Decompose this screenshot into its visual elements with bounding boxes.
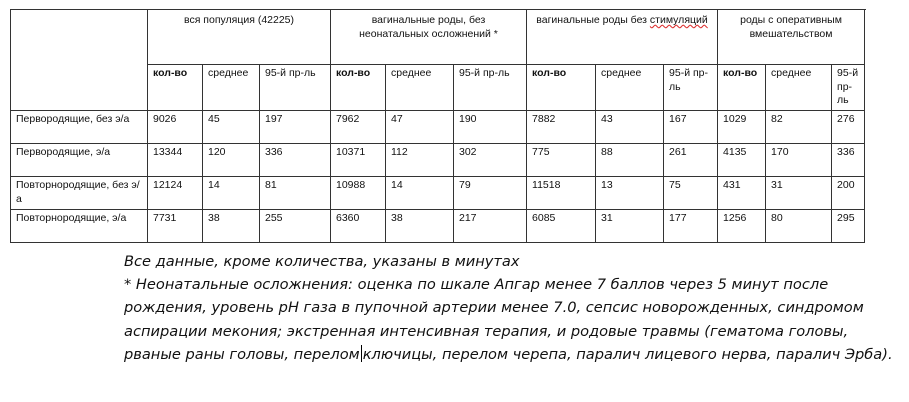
spellcheck-marked-word: стимуляций: [649, 14, 708, 26]
count-cell: 7962: [331, 110, 386, 143]
count-cell: 12124: [148, 176, 203, 209]
mean-cell: 47: [386, 110, 454, 143]
percentile-cell: 197: [260, 110, 331, 143]
column-header: 95-й пр-ль: [260, 65, 331, 111]
table-row: [11, 110, 865, 143]
mean-cell: 43: [596, 110, 664, 143]
results-table: [10, 9, 865, 243]
group-header-row: [11, 10, 865, 65]
count-cell: 6360: [331, 209, 386, 242]
percentile-cell: 190: [454, 110, 527, 143]
mean-cell: 38: [386, 209, 454, 242]
mean-cell: 14: [386, 176, 454, 209]
mean-cell: 170: [766, 143, 832, 176]
mean-cell: 31: [596, 209, 664, 242]
mean-cell: 14: [203, 176, 260, 209]
count-cell: 6085: [527, 209, 596, 242]
column-header: 95-й пр-ль: [454, 65, 527, 111]
group-header: [718, 10, 865, 65]
group-header-text: вагинальные роды, без неонатальных осложнений *: [359, 14, 498, 40]
percentile-cell: 336: [260, 143, 331, 176]
count-cell: 431: [718, 176, 766, 209]
mean-cell: 82: [766, 110, 832, 143]
row-label: Повторнородящие, э/а: [11, 209, 148, 242]
count-cell: 10988: [331, 176, 386, 209]
percentile-cell: 295: [832, 209, 865, 242]
text-cursor: [361, 345, 362, 362]
group-header-text: вагинальные роды без: [536, 14, 650, 26]
mean-cell: 120: [203, 143, 260, 176]
mean-cell: 13: [596, 176, 664, 209]
count-cell: 13344: [148, 143, 203, 176]
row-label: Первородящие, без э/а: [11, 110, 148, 143]
footnote-text-start: * Неонатальные осложнения: оценка по шкале Апгар менее 7 баллов через 5 минут после рождения, уровень pH газа в пупочной артерии менее 7.0, сепсис новорожденных, синдромом аспирации мекония; экстренная интенсивная терапия, и родовые травмы (гематома головы, рваные раны головы, перелом: [124, 276, 864, 363]
column-header: среднее: [203, 65, 260, 111]
count-cell: 7731: [148, 209, 203, 242]
percentile-cell: 336: [832, 143, 865, 176]
count-cell: 775: [527, 143, 596, 176]
mean-cell: 80: [766, 209, 832, 242]
row-label: Повторнородящие, без э/а: [11, 176, 148, 209]
column-header: среднее: [766, 65, 832, 111]
count-cell: 11518: [527, 176, 596, 209]
group-header-text: роды с оперативным вмешательством: [740, 14, 842, 40]
percentile-cell: 200: [832, 176, 865, 209]
row-label: Первородящие, э/а: [11, 143, 148, 176]
footnote: [124, 273, 904, 366]
mean-cell: 45: [203, 110, 260, 143]
group-header: [148, 10, 331, 65]
percentile-cell: 261: [664, 143, 718, 176]
group-header: [527, 10, 718, 65]
count-cell: 9026: [148, 110, 203, 143]
table-row: [11, 176, 865, 209]
count-cell: 4135: [718, 143, 766, 176]
column-header: кол-во: [331, 65, 386, 111]
mean-cell: 88: [596, 143, 664, 176]
column-header: среднее: [386, 65, 454, 111]
mean-cell: 38: [203, 209, 260, 242]
percentile-cell: 276: [832, 110, 865, 143]
count-cell: 1029: [718, 110, 766, 143]
percentile-cell: 177: [664, 209, 718, 242]
units-note: Все данные, кроме количества, указаны в минутах: [124, 253, 520, 270]
percentile-cell: 217: [454, 209, 527, 242]
column-header: 95-й пр-ль: [664, 65, 718, 111]
table-row: [11, 209, 865, 242]
table-row: [11, 143, 865, 176]
percentile-cell: 79: [454, 176, 527, 209]
count-cell: 1256: [718, 209, 766, 242]
corner-cell: [11, 10, 148, 111]
column-header: 95-й пр-ль: [832, 65, 865, 111]
group-header-text: вся популяция (42225): [183, 14, 295, 26]
percentile-cell: 302: [454, 143, 527, 176]
percentile-cell: 75: [664, 176, 718, 209]
mean-cell: 31: [766, 176, 832, 209]
percentile-cell: 167: [664, 110, 718, 143]
percentile-cell: 255: [260, 209, 331, 242]
count-cell: 7882: [527, 110, 596, 143]
column-header: кол-во: [527, 65, 596, 111]
table-notes: [124, 250, 904, 366]
column-header: среднее: [596, 65, 664, 111]
count-cell: 10371: [331, 143, 386, 176]
mean-cell: 112: [386, 143, 454, 176]
column-header: кол-во: [148, 65, 203, 111]
group-header: [331, 10, 527, 65]
footnote-text-end: ключицы, перелом черепа, паралич лицевого нерва, паралич Эрба).: [362, 345, 893, 363]
percentile-cell: 81: [260, 176, 331, 209]
column-header: кол-во: [718, 65, 766, 111]
